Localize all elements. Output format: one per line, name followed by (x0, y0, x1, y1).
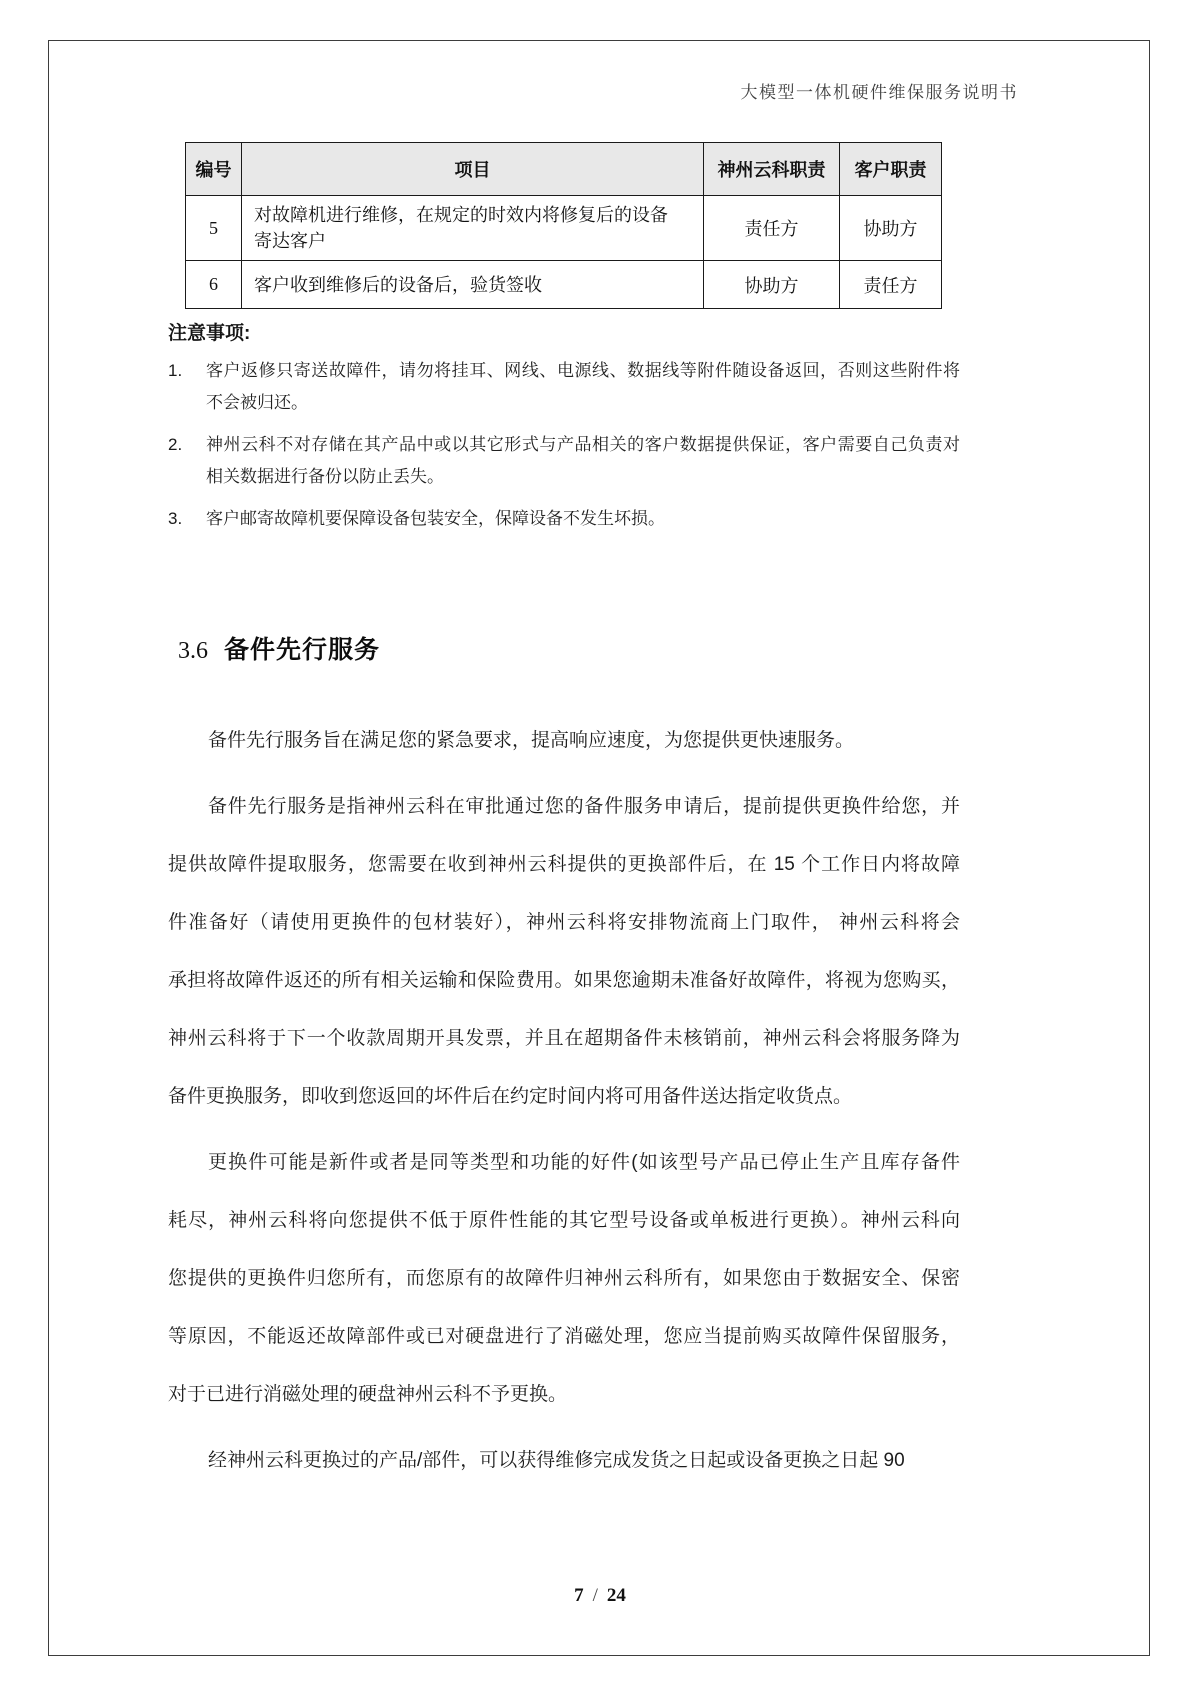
note-text-line: 客户邮寄故障机要保障设备包装安全，保障设备不发生坏损。 (206, 509, 665, 528)
row-number-cell: 6 (186, 261, 242, 309)
section-body (168, 712, 960, 1498)
section-title: 备件先行服务 (224, 636, 381, 664)
item-line: 寄达客户 (254, 231, 326, 251)
paragraph (168, 1134, 960, 1424)
item-line: 客户收到维修后的设备后，验货签收 (254, 274, 542, 295)
page-number-total: 24 (606, 1585, 626, 1606)
page-footer (0, 1585, 1200, 1607)
document-header-title: 大模型一体机硬件维保服务说明书 (740, 83, 1018, 102)
note-item (168, 429, 960, 493)
paragraph-line: 备件先行服务是指神州云科在审批通过您的备件服务申请后，提前提供更换件给您，并 (208, 796, 960, 817)
vendor-role-cell: 协助方 (704, 261, 840, 309)
note-text-line: 相关数据进行备份以防止丢失。 (206, 467, 444, 486)
paragraph-line: 承担将故障件返还的所有相关运输和保险费用。如果您逾期未准备好故障件，将视为您购买， (168, 970, 960, 991)
notes-title: 注意事项: (168, 323, 251, 344)
customer-role-cell: 责任方 (840, 261, 942, 309)
item-cell (242, 261, 704, 309)
table-row (186, 261, 942, 309)
vendor-role-cell: 责任方 (704, 196, 840, 261)
col-header-customer-role: 客户职责 (840, 143, 942, 196)
item-cell (242, 196, 704, 261)
paragraph (168, 712, 960, 770)
table-row (186, 196, 942, 261)
paragraph-line: 耗尽，神州云科将向您提供不低于原件性能的其它型号设备或单板进行更换）。神州云科向 (168, 1210, 960, 1231)
col-header-item: 项目 (242, 143, 704, 196)
page-number-current: 7 (574, 1585, 584, 1606)
paragraph-line: 您提供的更换件归您所有，而您原有的故障件归神州云科所有，如果您由于数据安全、保密 (168, 1268, 960, 1289)
note-item (168, 355, 960, 419)
paragraph (168, 778, 960, 1126)
paragraph-line: 备件更换服务，即收到您返回的坏件后在约定时间内将可用备件送达指定收货点。 (168, 1086, 853, 1107)
note-text (206, 503, 960, 535)
row-number-cell: 5 (186, 196, 242, 261)
col-header-vendor-role: 神州云科职责 (704, 143, 840, 196)
note-number: 3. (168, 509, 183, 528)
note-text (206, 429, 960, 493)
paragraph-line: 对于已进行消磁处理的硬盘神州云科不予更换。 (168, 1384, 568, 1405)
paragraph-line: 神州云科将于下一个收款周期开具发票，并且在超期备件未核销前，神州云科会将服务降为 (168, 1028, 960, 1049)
paragraph-line: 更换件可能是新件或者是同等类型和功能的好件(如该型号产品已停止生产且库存备件 (208, 1152, 960, 1173)
note-number: 1. (168, 361, 183, 380)
col-header-number: 编号 (186, 143, 242, 196)
paragraph-line: 提供故障件提取服务，您需要在收到神州云科提供的更换部件后，在 15 个工作日内将故障 (168, 854, 960, 875)
note-text-line: 客户返修只寄送故障件，请勿将挂耳、网线、电源线、数据线等附件随设备返回，否则这些附件将 (206, 361, 960, 380)
section-heading (178, 630, 380, 666)
paragraph-line: 经神州云科更换过的产品/部件，可以获得维修完成发货之日起或设备更换之日起 90 (208, 1450, 905, 1471)
notes-section (168, 318, 960, 545)
paragraph-line: 件准备好（请使用更换件的包材装好），神州云科将安排物流商上门取件， 神州云科将会 (168, 912, 960, 933)
note-item (168, 503, 960, 535)
responsibility-table (185, 142, 942, 309)
paragraph-line: 备件先行服务旨在满足您的紧急要求，提高响应速度，为您提供更快速服务。 (208, 730, 855, 751)
item-line: 对故障机进行维修，在规定的时效内将修复后的设备 (254, 205, 668, 225)
note-text (206, 355, 960, 419)
customer-role-cell: 协助方 (840, 196, 942, 261)
paragraph (168, 1432, 960, 1490)
note-number: 2. (168, 435, 183, 454)
note-text-line: 不会被归还。 (206, 393, 308, 412)
note-text-line: 神州云科不对存储在其产品中或以其它形式与产品相关的客户数据提供保证，客户需要自己负责对 (206, 435, 960, 454)
paragraph-line: 等原因，不能返还故障部件或已对硬盘进行了消磁处理，您应当提前购买故障件保留服务， (168, 1326, 960, 1347)
section-number: 3.6 (178, 638, 208, 664)
page-number-separator: / (592, 1585, 598, 1606)
table-header-row (186, 143, 942, 196)
